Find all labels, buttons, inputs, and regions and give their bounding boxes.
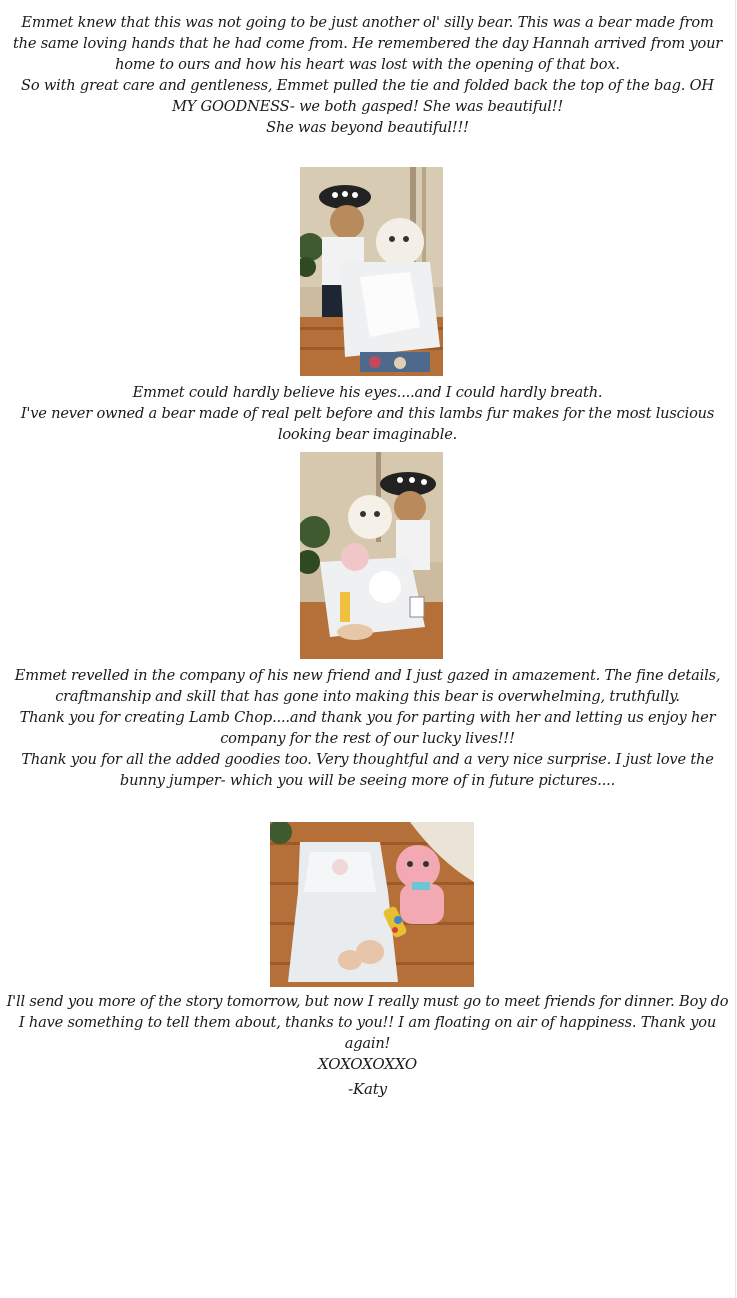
photo-bunny-jumper-and-pink-bear [270, 822, 474, 987]
paragraph-9: I'll send you more of the story tomorrow, but now I really must go to meet friends for dinner. Boy do I have something to tell them about, thanks to you!! I am floating on air of happiness. Thank you again! [6, 993, 729, 1052]
kisses-line: XOXOXOXXO [318, 1055, 417, 1073]
text-block-eyes [0, 382, 735, 445]
paragraph-4: Emmet could hardly believe his eyes....and I could hardly breath. [132, 384, 603, 401]
paragraph-7: Thank you for creating Lamb Chop....and thank you for parting with her and letting us enjoy her company for the rest of our lucky lives!!! [19, 709, 716, 747]
photo-bears-unwrapping-bag [300, 167, 443, 376]
right-edge-divider [735, 0, 736, 1298]
paragraph-6: Emmet revelled in the company of his new friend and I just gazed in amazement. The fine details, craftmanship and skill that has gone into making this bear is overwhelming, truthfully. [14, 667, 721, 705]
paragraph-1: Emmet knew that this was not going to be just another ol' silly bear. This was a bear made from the same loving hands that he had come from. He remembered the day Hannah arrived from your home to ours and how his heart was lost with the opening of that box. [12, 14, 723, 73]
text-block-intro [0, 12, 735, 138]
photo-bears-with-bunny [300, 452, 443, 659]
paragraph-5: I've never owned a bear made of real pelt before and this lambs fur makes for the most luscious looking bear imaginable. [20, 405, 715, 443]
paragraph-2: So with great care and gentleness, Emmet pulled the tie and folded back the top of the bag. OH MY GOODNESS- we both gasped! She was beautiful!! [21, 77, 714, 115]
signature: -Katy [348, 1080, 387, 1098]
paragraph-3: She was beyond beautiful!!! [266, 119, 469, 136]
text-block-thanks [0, 665, 735, 791]
text-block-closing [0, 991, 735, 1100]
paragraph-8: Thank you for all the added goodies too. Very thoughtful and a very nice surprise. I just love the bunny jumper- which you will be seeing more of in future pictures.... [21, 751, 714, 789]
